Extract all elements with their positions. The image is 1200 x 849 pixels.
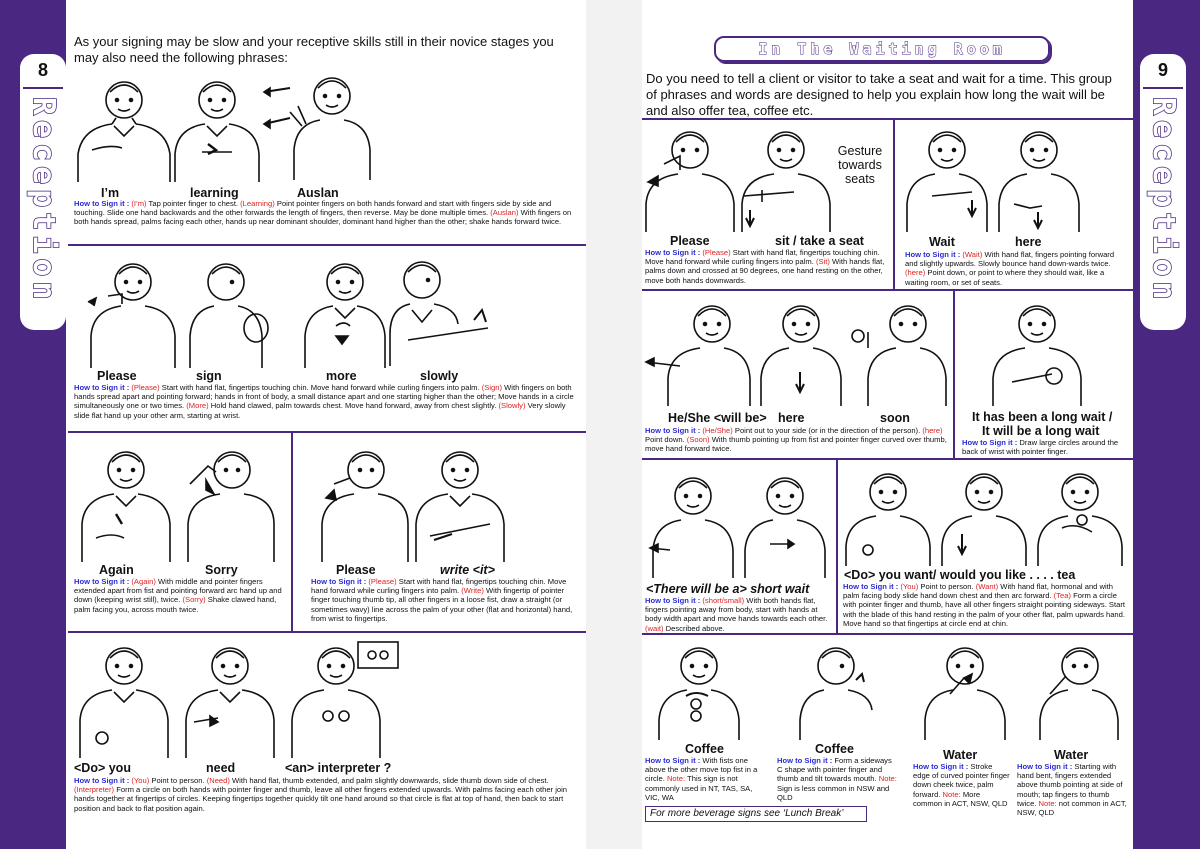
sign-illustration (654, 638, 744, 742)
sign-illustration (262, 66, 372, 182)
sign-label: <There will be a> short wait (646, 582, 810, 596)
sign-illustration (740, 464, 830, 580)
page-gutter (586, 0, 642, 849)
gesture-note: Gesture towards seats (837, 144, 883, 186)
sign-illustration (648, 464, 738, 580)
how-to-sign-text: How to Sign it : (Please) Start with hand flat, fingertips touching chin. Move hand forward while curling fingers into palm. (Sign) With fingers on both hands spread apart and pointing forward; hands in front of body, a small distance apart and one starting higher than the other; Move hands in a circle simultaneously one or two times. (More) Hold hand clawed, palm towards chest. Move hand forward, away from chest slightly. (Slowly) Very slowly slide flat hand up your other arm, starting at wrist. (74, 383, 574, 420)
sign-label: more (326, 369, 357, 383)
sign-illustration (74, 72, 174, 182)
sign-illustration (300, 252, 390, 370)
section-divider (642, 289, 1133, 291)
sign-label: need (206, 761, 236, 775)
sign-label: learning (190, 186, 239, 200)
sign-label: <Do> you (74, 761, 131, 775)
how-to-sign-text: How to Sign it : Form a sideways C shape with pointer finger and thumb and tilt towards mouth. Note: Sign is less common in NSW and QLD (777, 756, 897, 802)
sign-illustration (172, 72, 262, 182)
how-to-sign-text: How to Sign it : (You) Point to person. (Need) With hand flat, thumb extended, and palm slightly downwards, slide thumb down side of chest. (Interpreter) Form a circle on both hands with pointer finger and thumb, leave all other fingers extended upwards. With palms facing each other join hands together at fingertips of circles. Keeping fingertips together quickly tilt one hand around so that circle is flat at top of hand, then back to start position and back to flat position again. (74, 776, 568, 813)
section-divider (68, 431, 586, 433)
how-to-sign-text: How to Sign it : (Again) With middle and pointer fingers extended apart from fist and pointing forward arc hand up and down (keeping wrist still), twice. (Sorry) Shake clawed hand, palm facing you, across mouth twice. (74, 577, 282, 614)
sign-illustration (78, 252, 183, 370)
section-divider (68, 631, 586, 633)
section-divider (642, 633, 1133, 635)
right-intro: Do you need to tell a client or visitor to take a seat and wait for a time. This group of phrases and words are designed to help you explain how long the wait will be and also offer tea, coffee etc. (646, 71, 1112, 118)
how-to-sign-text: How to Sign it : (Please) Start with hand flat, fingertips touching chin. Move hand forward while curling fingers into palm. (Sit) With hands flat, palms down and crossed at 90 degrees, one hand resting on the other, move both hands downwards. (645, 248, 885, 285)
sign-illustration (642, 292, 752, 408)
sign-illustration (936, 462, 1032, 568)
left-intro: As your signing may be slow and your receptive skills still in their novice stages you may also need the following phrases: (74, 34, 554, 65)
sign-label-text: He/She <will be> (668, 411, 767, 425)
section-divider (642, 458, 1133, 460)
footer-note: For more beverage signs see ‘Lunch Break’ (645, 806, 867, 822)
how-to-sign-text: How to Sign it : With fists one above the other move top fist in a circle. Note: This sign is not commonly used in NT, TAS, SA, VIC, WA (645, 756, 758, 802)
column-divider (291, 431, 293, 632)
column-divider (893, 118, 895, 290)
sign-illustration (310, 440, 410, 564)
sign-label: Water (943, 748, 978, 762)
how-to-sign-text: How to Sign it : (You) Point to person. (Want) With hand flat, hormonal and with palm facing body slide hand down chest and then arc forward. (Tea) Form a circle with pointer finger and thumb, have all other fingers straight pointing sideways. Start with the blade of this hand resting in the palm of your other flat, palm upwards hand. Move hand so that fingertips at circle end at chin. (843, 582, 1125, 628)
sign-label: I’m (101, 186, 120, 200)
how-to-sign-text: How to Sign it : (short/small) With both hands flat, fingers pointing away from body, start with hands at body width apart and move hands towards each other. (wait) Described above. (645, 596, 828, 633)
sign-illustration (994, 120, 1084, 234)
sign-illustration (388, 250, 498, 370)
sign-illustration (920, 638, 1010, 742)
sign-label: soon (880, 411, 910, 425)
column-divider (836, 458, 838, 634)
sign-label: It has been a long wait / (972, 410, 1113, 424)
how-to-sign-text: How to Sign it : (I’m) Tap pointer finger to chest. (Learning) Point pointer fingers on both hands forward and start with fingers side by side and touching. Slide one hand backwards and the other forwards the length of fingers, then reverse. May be done multiple times. (Auslan) With fingers on both hands spread, palms facing each other, hands up near dominant shoulder, dominant hand higher than the other; shake hands forward twice. (74, 199, 572, 227)
sign-label: Please (670, 234, 710, 248)
sign-label (668, 411, 767, 425)
divider (1143, 87, 1183, 89)
sign-illustration (736, 120, 836, 234)
sign-illustration (756, 292, 846, 408)
how-to-sign-text: How to Sign it : Stroke edge of curved pointer finger down cheek twice, palm forward. Note: More common in ACT, NSW, QLD (913, 762, 1010, 808)
page-number: 8 (37, 60, 48, 80)
sign-illustration (640, 120, 736, 234)
sign-label: slowly (420, 369, 459, 383)
right-page-tab (1140, 54, 1186, 330)
sign-label: here (778, 411, 805, 425)
section-tab-label: Reception (26, 97, 61, 305)
sign-label: <Do> you want/ would you like . . . . tea (844, 568, 1076, 582)
page-title-text: In The Waiting Room (758, 40, 1006, 58)
sign-label: Coffee (815, 742, 854, 756)
sign-illustration (76, 440, 176, 564)
section-tab-label: Reception (1146, 97, 1181, 305)
sign-label: It will be a long wait (982, 424, 1100, 438)
how-to-sign-text: How to Sign it : (Please) Start with hand flat, fingertips touching chin. Move hand forward while curling fingers into palm. (Write) With fingertip of pointer finger touching thumb tip, all other fingers in a loose fist, draw a straight (or sometimes wavy) line across the palm of your other (flat and horizontal) hand, from wrist to fingertips. (311, 577, 573, 623)
how-to-sign-text: How to Sign it : (He/She) Point out to your side (or in the direction of the person). (here) Point down. (Soon) With thumb pointing up from fist and pointer finger curved over thumb, move hand forward twice. (645, 426, 947, 454)
sign-illustration (186, 252, 276, 370)
sign-illustration (902, 120, 992, 234)
how-to-sign-text: How to Sign it : (Wait) With hand flat, fingers pointing forward and slightly upwards. Slowly bounce hand down-wards twice. (here) Point down, or point to where they should wait, like a waiting room, or set of seats. (905, 250, 1115, 287)
sign-illustration (1032, 462, 1128, 568)
sign-label: Coffee (685, 742, 724, 756)
sign-illustration (180, 636, 280, 760)
sign-illustration (410, 440, 510, 564)
left-page-tab (20, 54, 66, 330)
sign-illustration (848, 292, 948, 408)
sign-label: Water (1054, 748, 1089, 762)
sign-illustration (176, 440, 276, 564)
sign-illustration (982, 292, 1092, 408)
sign-illustration (1020, 638, 1120, 742)
sign-label: Please (97, 369, 137, 383)
sign-label: Please (336, 563, 376, 577)
sign-label: Wait (929, 235, 955, 249)
page-title (714, 36, 1050, 62)
how-to-sign-text: How to Sign it : Draw large circles around the back of wrist with pointer finger. (962, 438, 1119, 457)
divider (23, 87, 63, 89)
sign-label: sit / take a seat (775, 234, 864, 248)
sign-label: Auslan (297, 186, 339, 200)
how-to-sign-text: How to Sign it : Starting with hand bent, fingers extended above thumb pointing at side of mouth; tap fingers to thumb twice. Note: not common in ACT, NSW, QLD (1017, 762, 1127, 818)
sign-label: sign (196, 369, 222, 383)
section-divider (68, 244, 586, 246)
sign-label: write <it> (440, 563, 495, 577)
sign-illustration (286, 636, 406, 760)
column-divider (953, 289, 955, 459)
sign-label: here (1015, 235, 1042, 249)
sign-illustration (796, 638, 886, 742)
sign-illustration (840, 462, 936, 568)
sign-label: Again (99, 563, 134, 577)
sign-illustration (74, 636, 174, 760)
sign-label: <an> interpreter ? (285, 761, 392, 775)
page-number: 9 (1157, 60, 1168, 80)
sign-label: Sorry (205, 563, 238, 577)
